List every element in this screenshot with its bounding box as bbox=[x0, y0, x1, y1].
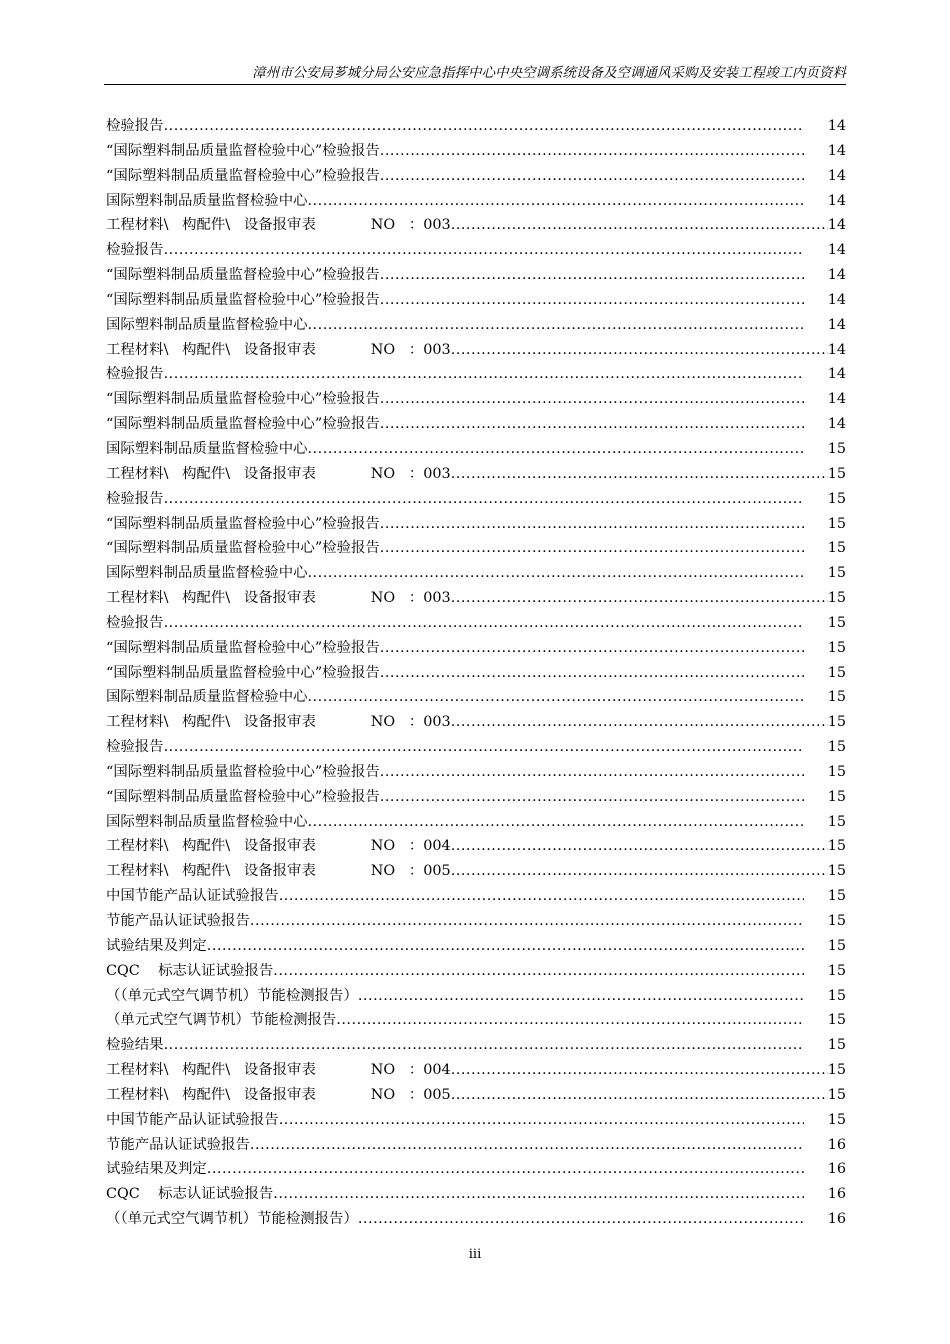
toc-dot-leader bbox=[451, 586, 828, 611]
toc-entry[interactable] bbox=[106, 810, 846, 835]
toc-dot-leader bbox=[380, 536, 804, 561]
toc-entry[interactable] bbox=[106, 710, 846, 735]
toc-entry-title: 工程材料\ 构配件\ 设备报审表 NO ：004 bbox=[106, 838, 451, 855]
toc-dot-leader bbox=[279, 884, 804, 909]
toc-entry[interactable] bbox=[106, 1108, 846, 1133]
toc-dot-leader bbox=[451, 859, 828, 884]
toc-entry[interactable] bbox=[106, 785, 846, 810]
toc-dot-leader bbox=[451, 710, 828, 735]
toc-entry-page: 15 bbox=[827, 490, 846, 507]
toc-dot-leader bbox=[164, 611, 804, 636]
toc-dot-leader bbox=[358, 1207, 804, 1232]
toc-entry[interactable] bbox=[106, 834, 846, 859]
toc-entry-page: 15 bbox=[827, 465, 846, 482]
toc-entry-title: 检验结果 bbox=[106, 1037, 164, 1054]
toc-entry-title: CQC 标志认证试验报告 bbox=[106, 1186, 274, 1203]
toc-dot-leader bbox=[164, 1033, 804, 1058]
toc-entry[interactable] bbox=[106, 1182, 846, 1207]
toc-dot-leader bbox=[307, 313, 803, 338]
toc-entry-page: 15 bbox=[827, 888, 846, 905]
toc-entry-page: 14 bbox=[827, 291, 846, 308]
toc-entry[interactable] bbox=[106, 1157, 846, 1182]
page-header bbox=[104, 64, 846, 85]
toc-dot-leader bbox=[164, 735, 804, 760]
toc-entry-title: 工程材料\ 构配件\ 设备报审表 NO ：005 bbox=[106, 1086, 451, 1103]
toc-entry-title: “国际塑料制品质量监督检验中心”检验报告 bbox=[106, 267, 380, 284]
toc-entry[interactable] bbox=[106, 636, 846, 661]
toc-entry[interactable] bbox=[106, 959, 846, 984]
toc-dot-leader bbox=[336, 1008, 803, 1033]
toc-dot-leader bbox=[451, 338, 828, 363]
toc-entry-title: 节能产品认证试验报告 bbox=[106, 913, 250, 929]
toc-dot-leader bbox=[273, 959, 803, 984]
toc-entry-title: 国际塑料制品质量监督检验中心 bbox=[106, 689, 308, 706]
toc-dot-leader bbox=[380, 760, 804, 785]
toc-entry[interactable] bbox=[106, 884, 846, 909]
toc-entry-title: 工程材料\ 构配件\ 设备报审表 NO ：005 bbox=[106, 863, 451, 880]
toc-entry[interactable] bbox=[106, 1008, 846, 1033]
toc-entry-page: 15 bbox=[827, 565, 846, 582]
toc-dot-leader bbox=[307, 189, 803, 214]
toc-entry[interactable] bbox=[106, 189, 846, 214]
toc-entry-page: 15 bbox=[827, 1062, 846, 1079]
toc-entry-title: 工程材料\ 构配件\ 设备报审表 NO ：003 bbox=[106, 217, 451, 234]
toc-entry-title: 工程材料\ 构配件\ 设备报审表 NO ：003 bbox=[106, 465, 451, 482]
toc-dot-leader bbox=[451, 462, 828, 487]
toc-dot-leader bbox=[380, 288, 804, 313]
toc-entry-title: 中国节能产品认证试验报告 bbox=[106, 888, 279, 905]
toc-entry-title: 检验报告 bbox=[106, 242, 164, 259]
toc-entry-title: 国际塑料制品质量监督检验中心 bbox=[106, 316, 308, 333]
toc-entry[interactable] bbox=[106, 859, 846, 884]
toc-entry-page: 14 bbox=[827, 391, 846, 408]
toc-entry-page: 15 bbox=[827, 440, 846, 457]
toc-entry[interactable] bbox=[106, 437, 846, 462]
page-footer bbox=[0, 1247, 950, 1262]
toc-entry[interactable] bbox=[106, 263, 846, 288]
toc-dot-leader bbox=[380, 785, 804, 810]
toc-entry-page: 14 bbox=[827, 192, 846, 209]
toc-entry-page: 15 bbox=[827, 788, 846, 805]
toc-dot-leader bbox=[451, 834, 828, 859]
toc-entry-title: “国际塑料制品质量监督检验中心”检验报告 bbox=[106, 540, 380, 557]
toc-dot-leader bbox=[279, 1108, 804, 1133]
toc-entry-title: “国际塑料制品质量监督检验中心”检验报告 bbox=[106, 639, 380, 656]
toc-entry-title: “国际塑料制品质量监督检验中心”检验报告 bbox=[106, 142, 380, 159]
toc-dot-leader bbox=[451, 213, 828, 238]
toc-entry-page: 15 bbox=[827, 863, 846, 880]
toc-entry-page: 15 bbox=[827, 838, 846, 855]
toc-entry-title: 工程材料\ 构配件\ 设备报审表 NO ：003 bbox=[106, 714, 451, 731]
toc-entry-page: 15 bbox=[827, 913, 846, 929]
toc-dot-leader bbox=[307, 685, 803, 710]
toc-dot-leader bbox=[451, 1058, 828, 1083]
toc-entry-title: 节能产品认证试验报告 bbox=[106, 1136, 250, 1153]
toc-dot-leader bbox=[380, 387, 804, 412]
toc-entry-page: 15 bbox=[827, 1012, 846, 1029]
toc-entry-title: 国际塑料制品质量监督检验中心 bbox=[106, 192, 308, 209]
toc-entry-page: 15 bbox=[827, 962, 846, 979]
toc-dot-leader bbox=[380, 164, 804, 189]
toc-entry-title: 工程材料\ 构配件\ 设备报审表 NO ：003 bbox=[106, 341, 451, 358]
toc-entry-page: 15 bbox=[827, 689, 846, 706]
toc-entry-title: 试验结果及判定 bbox=[106, 1161, 207, 1178]
toc-entry-page: 16 bbox=[827, 1211, 846, 1228]
toc-entry-title: CQC 标志认证试验报告 bbox=[106, 962, 274, 979]
toc-entry[interactable] bbox=[106, 139, 846, 164]
toc-entry[interactable] bbox=[106, 288, 846, 313]
toc-entry[interactable] bbox=[106, 164, 846, 189]
toc-entry-page: 15 bbox=[827, 590, 846, 607]
toc-entry[interactable] bbox=[106, 984, 846, 1009]
toc-dot-leader bbox=[380, 412, 804, 437]
toc-entry-title: 国际塑料制品质量监督检验中心 bbox=[106, 565, 308, 582]
toc-entry-page: 15 bbox=[827, 739, 846, 756]
toc-dot-leader bbox=[380, 512, 804, 537]
toc-entry[interactable] bbox=[106, 735, 846, 760]
toc-dot-leader bbox=[207, 934, 804, 959]
toc-entry-title: 检验报告 bbox=[106, 614, 164, 631]
toc-entry-page: 15 bbox=[827, 639, 846, 656]
toc-entry-title: “国际塑料制品质量监督检验中心”检验报告 bbox=[106, 664, 380, 681]
toc-entry-page: 15 bbox=[827, 540, 846, 557]
toc-entry-title: “国际塑料制品质量监督检验中心”检验报告 bbox=[106, 416, 380, 433]
toc-entry-page: 15 bbox=[827, 1111, 846, 1128]
toc-entry-page: 14 bbox=[827, 341, 846, 358]
toc-entry-title: 检验报告 bbox=[106, 118, 164, 134]
toc-entry-page: 14 bbox=[827, 217, 846, 234]
toc-entry[interactable] bbox=[106, 512, 846, 537]
toc-entry[interactable] bbox=[106, 1207, 846, 1232]
toc-entry-page: 14 bbox=[827, 242, 846, 259]
toc-entry[interactable] bbox=[106, 611, 846, 636]
toc-dot-leader bbox=[273, 1182, 803, 1207]
toc-entry[interactable] bbox=[106, 536, 846, 561]
toc-dot-leader bbox=[307, 437, 803, 462]
toc-entry[interactable] bbox=[106, 387, 846, 412]
toc-entry-page: 14 bbox=[827, 316, 846, 333]
toc-entry[interactable] bbox=[106, 934, 846, 959]
toc-entry[interactable] bbox=[106, 760, 846, 785]
toc-entry-page: 14 bbox=[827, 416, 846, 433]
toc-dot-leader bbox=[380, 661, 804, 686]
toc-entry-page: 14 bbox=[827, 167, 846, 184]
toc-entry[interactable] bbox=[106, 909, 846, 934]
toc-entry[interactable] bbox=[106, 362, 846, 387]
toc-entry-page: 16 bbox=[827, 1161, 846, 1178]
toc-entry-page: 15 bbox=[827, 515, 846, 532]
toc-entry-page: 15 bbox=[827, 987, 846, 1004]
toc-entry-title: （（单元式空气调节机）节能检测报告） bbox=[106, 1211, 358, 1228]
header-text: 漳州市公安局芗城分局公安应急指挥中心中央空调系统设备及空调通风采购及安装工程竣工内页资料 bbox=[252, 65, 846, 81]
toc-entry-page: 14 bbox=[827, 267, 846, 284]
toc-dot-leader bbox=[380, 636, 804, 661]
toc-entry[interactable] bbox=[106, 238, 846, 263]
toc-entry-title: “国际塑料制品质量监督检验中心”检验报告 bbox=[106, 391, 380, 408]
toc-entry-title: 工程材料\ 构配件\ 设备报审表 NO ：003 bbox=[106, 590, 451, 607]
toc-entry-title: （单元式空气调节机）节能检测报告 bbox=[106, 1012, 337, 1029]
toc-entry[interactable] bbox=[106, 338, 846, 363]
toc-entry-page: 16 bbox=[827, 1136, 846, 1153]
toc-entry-page: 14 bbox=[827, 366, 846, 383]
toc-entry-title: “国际塑料制品质量监督检验中心”检验报告 bbox=[106, 515, 380, 532]
toc-entry-title: “国际塑料制品质量监督检验中心”检验报告 bbox=[106, 763, 380, 780]
toc-entry-title: 试验结果及判定 bbox=[106, 937, 207, 954]
toc-entry[interactable] bbox=[106, 685, 846, 710]
toc-entry[interactable] bbox=[106, 114, 846, 139]
table-of-contents bbox=[106, 114, 846, 1232]
toc-entry-title: 检验报告 bbox=[106, 366, 164, 383]
toc-dot-leader bbox=[164, 238, 804, 263]
toc-dot-leader bbox=[250, 909, 804, 934]
toc-dot-leader bbox=[358, 984, 804, 1009]
toc-entry-page: 15 bbox=[827, 714, 846, 731]
page-number: iii bbox=[468, 1247, 482, 1262]
toc-entry[interactable] bbox=[106, 412, 846, 437]
toc-entry-title: 工程材料\ 构配件\ 设备报审表 NO ：004 bbox=[106, 1062, 451, 1079]
toc-entry-page: 16 bbox=[827, 1186, 846, 1203]
toc-entry[interactable] bbox=[106, 1058, 846, 1083]
toc-dot-leader bbox=[164, 114, 804, 139]
toc-entry-page: 15 bbox=[827, 664, 846, 681]
toc-entry[interactable] bbox=[106, 1033, 846, 1058]
toc-entry[interactable] bbox=[106, 313, 846, 338]
toc-dot-leader bbox=[250, 1133, 804, 1158]
toc-dot-leader bbox=[451, 1083, 828, 1108]
toc-entry-page: 14 bbox=[827, 118, 846, 134]
toc-entry-page: 15 bbox=[827, 813, 846, 830]
toc-entry-page: 15 bbox=[827, 937, 846, 954]
toc-entry-title: 国际塑料制品质量监督检验中心 bbox=[106, 813, 308, 830]
toc-dot-leader bbox=[380, 263, 804, 288]
toc-entry[interactable] bbox=[106, 661, 846, 686]
toc-dot-leader bbox=[164, 362, 804, 387]
toc-entry[interactable] bbox=[106, 213, 846, 238]
toc-entry-title: “国际塑料制品质量监督检验中心”检验报告 bbox=[106, 788, 380, 805]
toc-entry-title: “国际塑料制品质量监督检验中心”检验报告 bbox=[106, 291, 380, 308]
toc-dot-leader bbox=[307, 810, 803, 835]
toc-entry-page: 15 bbox=[827, 763, 846, 780]
toc-entry[interactable] bbox=[106, 586, 846, 611]
toc-entry-title: “国际塑料制品质量监督检验中心”检验报告 bbox=[106, 167, 380, 184]
toc-entry[interactable] bbox=[106, 1133, 846, 1158]
toc-entry[interactable] bbox=[106, 1083, 846, 1108]
toc-entry-title: 检验报告 bbox=[106, 739, 164, 756]
toc-entry-title: 检验报告 bbox=[106, 490, 164, 507]
toc-entry[interactable] bbox=[106, 462, 846, 487]
toc-entry[interactable] bbox=[106, 487, 846, 512]
toc-dot-leader bbox=[307, 561, 803, 586]
toc-entry-page: 15 bbox=[827, 1037, 846, 1054]
toc-entry-title: 中国节能产品认证试验报告 bbox=[106, 1111, 279, 1128]
toc-dot-leader bbox=[207, 1157, 804, 1182]
toc-entry-page: 15 bbox=[827, 614, 846, 631]
toc-entry-page: 14 bbox=[827, 142, 846, 159]
toc-dot-leader bbox=[164, 487, 804, 512]
toc-entry-page: 15 bbox=[827, 1086, 846, 1103]
toc-entry[interactable] bbox=[106, 561, 846, 586]
toc-dot-leader bbox=[380, 139, 804, 164]
toc-entry-title: （（单元式空气调节机）节能检测报告） bbox=[106, 987, 358, 1004]
toc-entry-title: 国际塑料制品质量监督检验中心 bbox=[106, 440, 308, 457]
